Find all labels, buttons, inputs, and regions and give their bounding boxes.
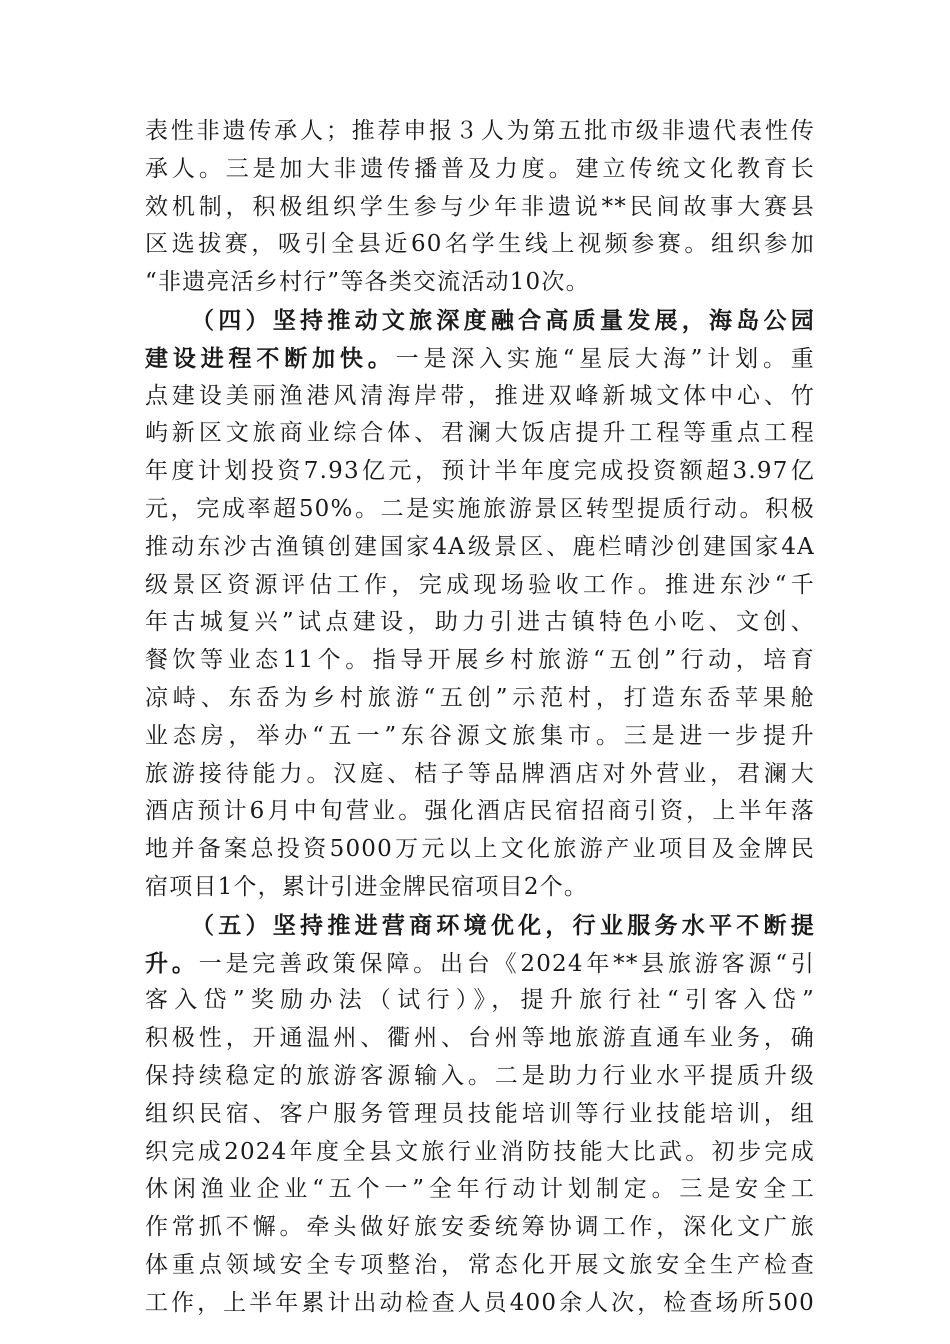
text-line: 年度计划投资7.93亿元，预计半年度完成投资额超3.97亿 (145, 458, 815, 485)
text-line: 表性非遗传承人；推荐申报３人为第五批市级非遗代表性传 (145, 118, 815, 144)
text-line: 点建设美丽渔港风清海岸带，推进双峰新城文体中心、竹 (145, 382, 815, 409)
text-line: 承人。三是加大非遗传播普及力度。建立传统文化教育长 (145, 155, 815, 182)
text-line: 业态房，举办“五一”东谷源文旅集市。三是进一步提升 (145, 722, 815, 749)
section-body-start: 一是深入实施“星辰大海”计划。重 (395, 345, 815, 372)
text-line: 屿新区文旅商业综合体、君澜大饭店提升工程等重点工程 (145, 420, 815, 447)
section-heading-tail: 建设进程不断加快。 (145, 344, 396, 372)
section-heading-mixed-line (145, 340, 815, 378)
text-line: 效机制，积极组织学生参与少年非遗说**民间故事大赛县 (145, 193, 815, 220)
text-line: 工作，上半年累计出动检查人员400余人次，检查场所500 (145, 1289, 815, 1316)
section-body-start: 一是完善政策保障。出台《2024年**县旅游客源“引 (198, 950, 816, 977)
text-line: 积极性，开通温州、衢州、台州等地旅游直通车业务，确 (145, 1025, 815, 1052)
text-line: 体重点领域安全专项整治，常态化开展文旅安全生产检查 (145, 1251, 815, 1278)
text-line: 区选拔赛，吸引全县近60名学生线上视频参赛。组织参加 (145, 231, 815, 258)
text-line: 元，完成率超50%。二是实施旅游景区转型提质行动。积极 (145, 495, 815, 522)
text-line: 地并备案总投资5000万元以上文化旅游产业项目及金牌民 (145, 836, 815, 863)
section-heading-tail: 升。 (145, 949, 199, 977)
text-line: 休闲渔业企业“五个一”全年行动计划制定。三是安全工 (145, 1176, 815, 1203)
section-heading-line: （五）坚持推进营商环境优化，行业服务水平不断提 (191, 911, 815, 939)
section-heading-line: （四）坚持推动文旅深度融合高质量发展，海岛公园 (191, 306, 815, 334)
text-line: 餐饮等业态11个。指导开展乡村旅游“五创”行动，培育 (145, 647, 815, 674)
text-line: 推动东沙古渔镇创建国家4A级景区、鹿栏晴沙创建国家4A (145, 533, 815, 560)
text-line: 年古城复兴”试点建设，助力引进古镇特色小吃、文创、 (145, 609, 815, 636)
text-line: 保持续稳定的旅游客源输入。二是助力行业水平提质升级 (145, 1062, 815, 1089)
section-heading-mixed-line (145, 945, 815, 983)
document-page (145, 113, 815, 1323)
text-line: 客入岱”奖励办法（试行）》，提升旅行社“引客入岱” (145, 987, 815, 1014)
text-line: 旅游接待能力。汉庭、桔子等品牌酒店对外营业，君澜大 (145, 760, 815, 787)
text-line: 酒店预计6月中旬营业。强化酒店民宿招商引资，上半年落 (145, 798, 815, 825)
text-line: “非遗亮活乡村行”等各类交流活动10次。 (145, 269, 590, 296)
text-line: 作常抓不懈。牵头做好旅安委统筹协调工作，深化文广旅 (145, 1214, 815, 1241)
text-line: 组织民宿、客户服务管理员技能培训等行业技能培训，组 (145, 1100, 815, 1127)
text-line: 级景区资源评估工作，完成现场验收工作。推进东沙“千 (145, 571, 815, 598)
text-line: 宿项目1个，累计引进金牌民宿项目2个。 (145, 873, 589, 900)
text-line: 织完成2024年度全县文旅行业消防技能大比武。初步完成 (145, 1138, 815, 1165)
text-line: 凉峙、东岙为乡村旅游“五创”示范村，打造东岙苹果舱 (145, 684, 815, 711)
